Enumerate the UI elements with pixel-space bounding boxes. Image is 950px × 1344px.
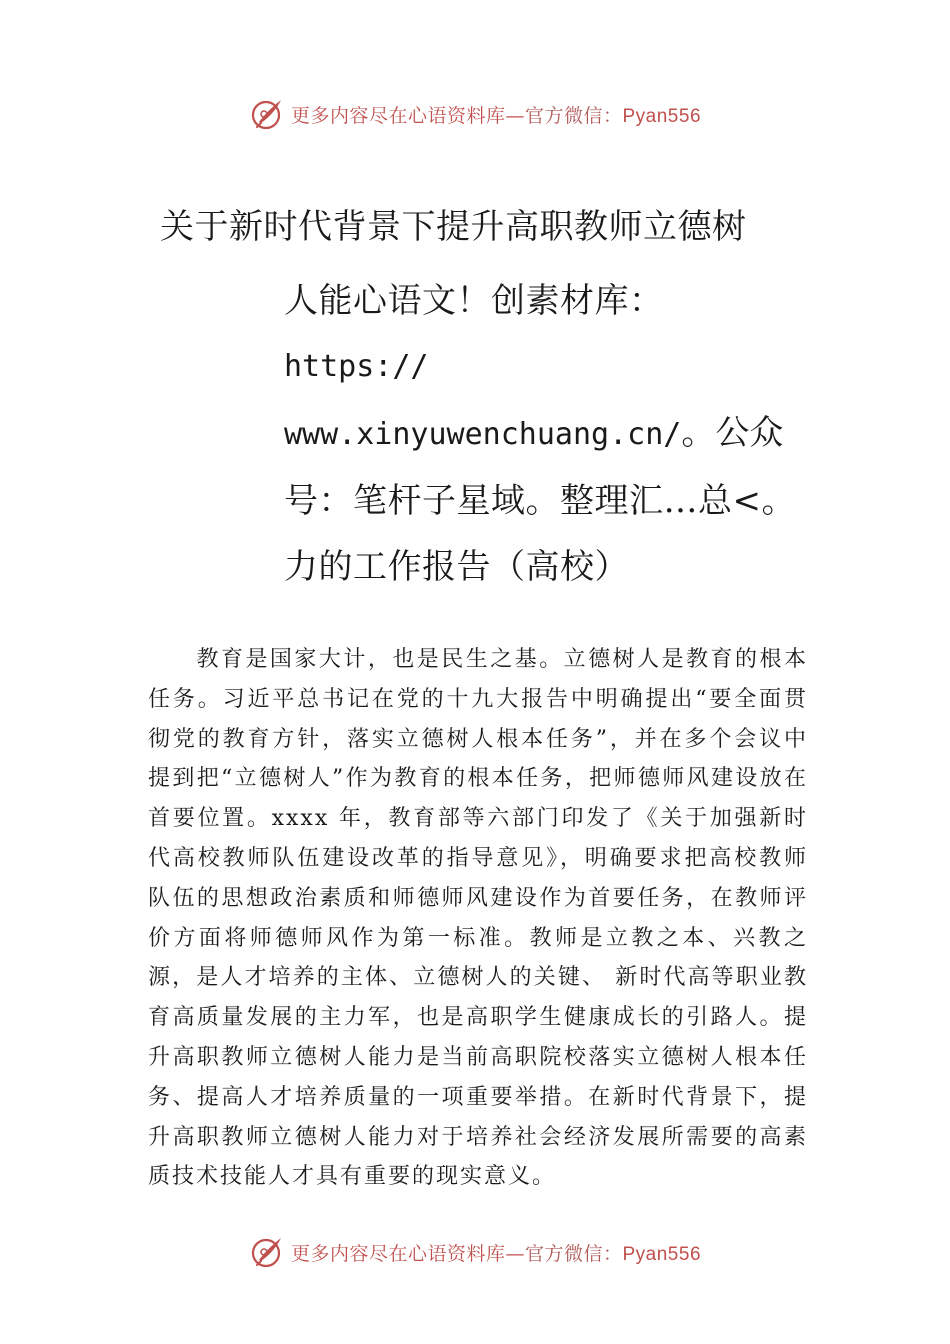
banner-wechat-label: 官方微信： bbox=[524, 1242, 623, 1265]
quill-logo-icon bbox=[249, 96, 285, 132]
title-line-2: 人能心语文！创素材库： bbox=[284, 281, 664, 321]
title-line-1: 关于新时代背景下提升高职教师立德树 bbox=[160, 207, 747, 247]
title-line-4 bbox=[284, 400, 804, 468]
banner-wechat-id: Pyan556 bbox=[622, 1243, 702, 1265]
title-line-5: 号：笔杆子星域。整理汇…总<。 bbox=[284, 481, 796, 521]
banner-wechat-label: 官方微信： bbox=[524, 104, 623, 127]
banner-text bbox=[291, 101, 701, 128]
banner-dash: — bbox=[505, 1242, 525, 1265]
body-paragraph bbox=[148, 640, 808, 1197]
title-line-4-tail: 。公众 bbox=[681, 413, 784, 453]
banner-main: 更多内容尽在心语资料库 bbox=[290, 104, 506, 127]
title-block bbox=[284, 268, 804, 600]
banner-main: 更多内容尽在心语资料库 bbox=[290, 1242, 506, 1265]
title-line-6: 力的工作报告（高校） bbox=[284, 547, 629, 587]
quill-logo-icon bbox=[249, 1234, 285, 1270]
footer-banner bbox=[0, 1232, 950, 1272]
title-line-3: https:// bbox=[284, 349, 429, 384]
banner-text bbox=[291, 1239, 701, 1266]
banner-dash: — bbox=[505, 104, 525, 127]
title-url: www.xinyuwenchuang.cn/ bbox=[284, 417, 682, 452]
body-paragraph-text: 教育是国家大计，也是民生之基。立德树人是教育的根本任务。习近平总书记在党的十九大报告中明确提出“要全面贯彻党的教育方针，落实立德树人根本任务”，并在多个会议中提到把“立德树人”作为教育的根本任务，把师德师风建设放在首要位置。xxxx 年，教育部等六部门印发了《关于加强新时代高校教师队伍建设改革的指导意见》，明确要求把高校教师队伍的思想政治素质和师德师风建设作为首要任务，在教师评价方面将师德师风作为第一标准。教师是立教之本、兴教之源，是人才培养的主体、立德树人的关键、 新时代高等职业教育高质量发展的主力军，也是高职学生健康成长的引路人。提升高职教师立德树人能力是当前高职院校落实立德树人根本任务、提高人才培养质量的一项重要举措。在新时代背景下，提升高职教师立德树人能力对于培养社会经济发展所需要的高素质技术技能人才具有重要的现实意义。 bbox=[148, 647, 808, 1190]
banner-wechat-id: Pyan556 bbox=[622, 105, 702, 127]
header-banner bbox=[0, 94, 950, 134]
